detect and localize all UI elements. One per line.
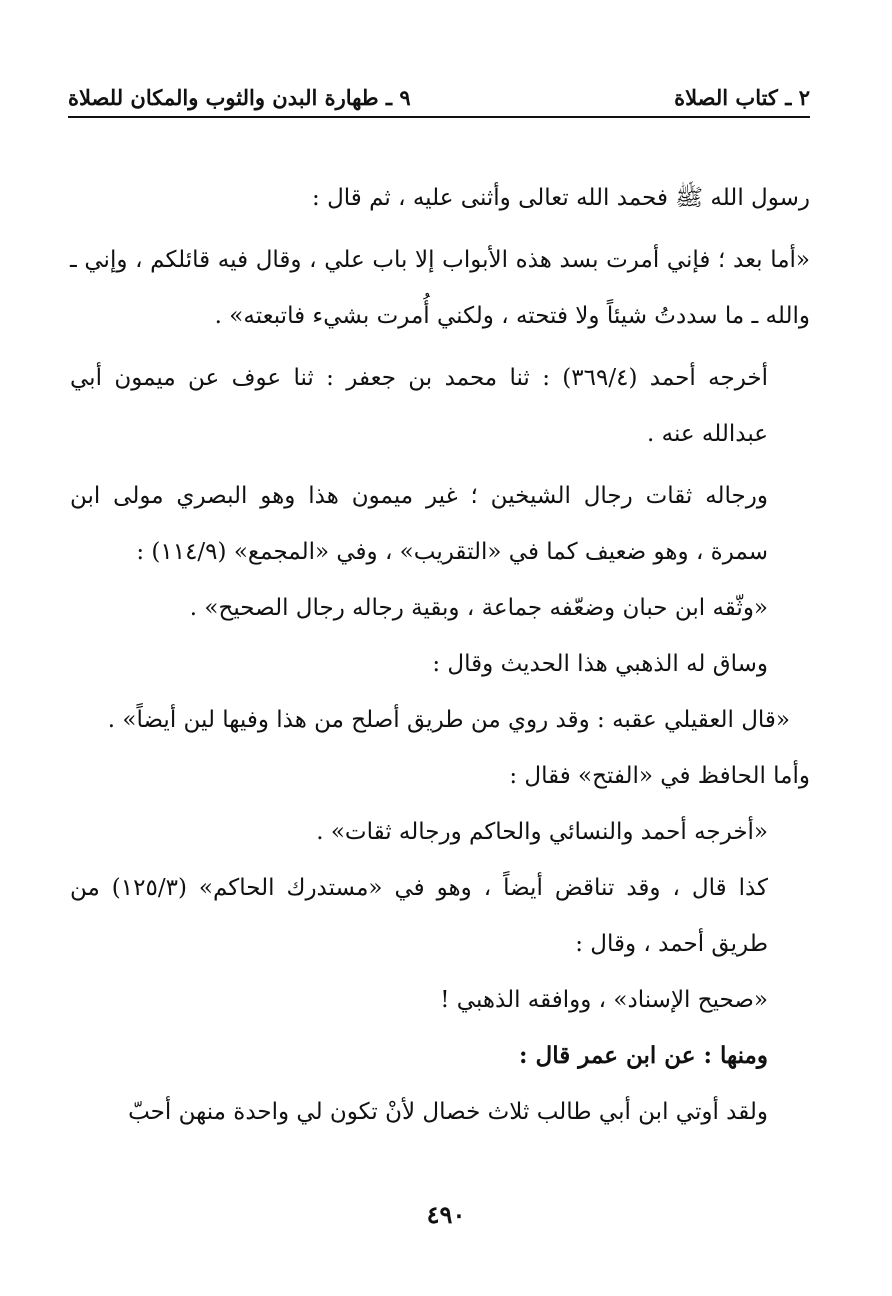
quote-paragraph: «أما بعد ؛ فإني أمرت بسد هذه الأبواب إلا باب علي ، وقال فيه قائلكم ، وإني ـ والله ـ ما سددتُ شيئاً ولا فتحته ، ولكني أُمرت بشيء فاتبعته» .	[70, 247, 810, 329]
header-section: ٩ ـ طهارة البدن والثوب والمكان للصلاة	[68, 85, 411, 110]
running-header	[68, 78, 810, 118]
paragraph: وأما الحافظ في «الفتح» فقال :	[509, 763, 810, 789]
quote-paragraph: «صحيح الإسناد» ، ووافقه الذهبي !	[440, 987, 768, 1013]
quote-paragraph: «وثّقه ابن حبان وضعّفه جماعة ، وبقية رجاله رجال الصحيح» .	[189, 595, 768, 621]
paragraph: أخرجه أحمد (٣٦٩/٤) : ثنا محمد بن جعفر : ثنا عوف عن ميمون أبي عبدالله عنه .	[70, 365, 769, 447]
section-lead: ومنها : عن ابن عمر قال :	[519, 1042, 768, 1069]
paragraph: رسول الله ﷺ فحمد الله تعالى وأثنى عليه ، ثم قال :	[312, 185, 810, 211]
page-number: ٤٩٠	[426, 1200, 466, 1229]
paragraph: ولقد أوتي ابن أبي طالب ثلاث خصال لأنْ تكون لي واحدة منهن أحبّ	[128, 1099, 768, 1125]
header-chapter: ٢ ـ كتاب الصلاة	[674, 85, 810, 110]
paragraph: وساق له الذهبي هذا الحديث وقال :	[432, 651, 768, 677]
paragraph: ورجاله ثقات رجال الشيخين ؛ غير ميمون هذا وهو البصري مولى ابن سمرة ، وهو ضعيف كما في «التقريب» ، وفي «المجمع» (١١٤/٩) :	[70, 483, 768, 565]
paragraph: كذا قال ، وقد تناقض أيضاً ، وهو في «مستدرك الحاكم» (١٢٥/٣) من طريق أحمد ، وقال :	[70, 875, 768, 957]
quote-paragraph: «أخرجه أحمد والنسائي والحاكم ورجاله ثقات» .	[316, 819, 768, 845]
quote-paragraph: «قال العقيلي عقبه : وقد روي من طريق أصلح من هذا وفيها لين أيضاً» .	[107, 707, 790, 733]
page-body	[70, 170, 810, 1140]
